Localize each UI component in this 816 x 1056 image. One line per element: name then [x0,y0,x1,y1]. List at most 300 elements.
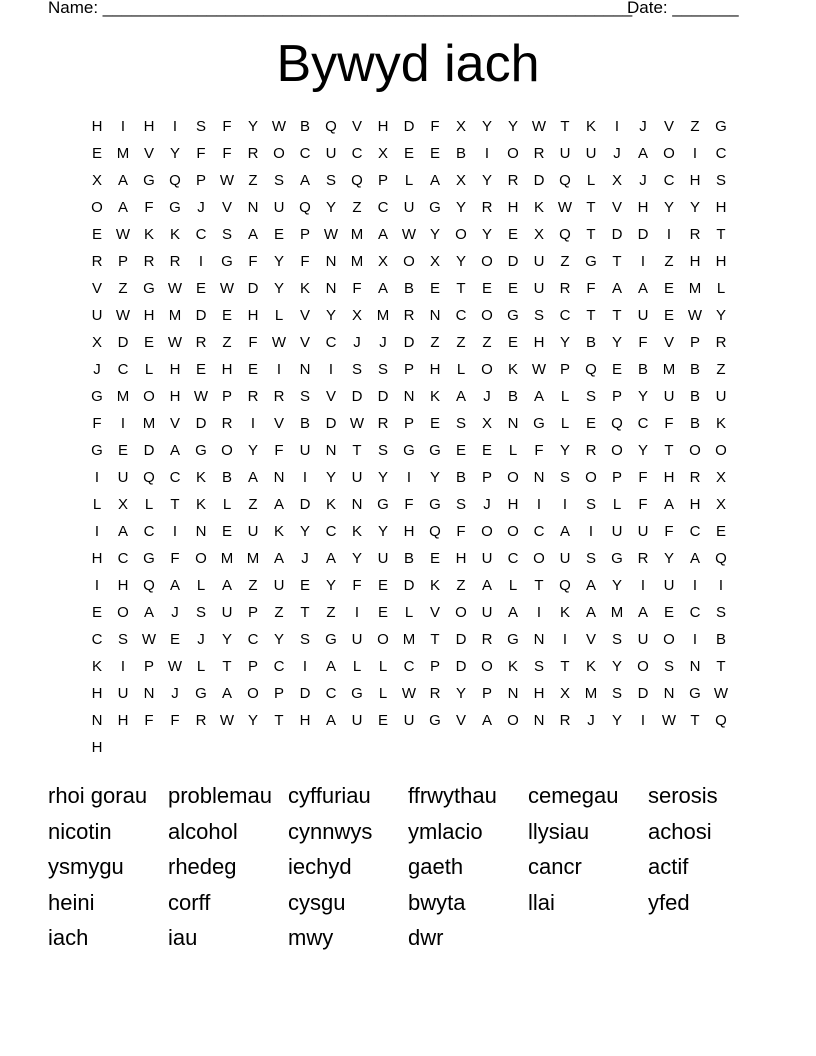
grid-letter: L [274,307,284,324]
grid-letter: U [117,685,129,702]
grid-letter: H [247,307,259,324]
grid-letter: G [533,415,545,432]
grid-letter: L [378,685,388,702]
grid-letter: O [585,469,597,486]
grid-letter: G [351,685,363,702]
word-list-item: problemau [168,783,272,808]
grid-letter: B [403,550,414,567]
word-list-item: iau [168,925,198,950]
grid-letter: K [585,118,596,135]
grid-letter: O [481,523,493,540]
grid-letter: W [141,631,157,648]
grid-letter: K [429,577,440,594]
grid-letter: B [689,388,700,405]
grid-letter: D [403,334,415,351]
grid-letter: C [689,604,701,621]
grid-letter: I [302,658,308,675]
grid-letter: E [663,280,674,297]
grid-letter: V [351,118,362,135]
grid-letter: T [222,658,232,675]
grid-letter: K [715,415,726,432]
grid-letter: R [195,712,207,729]
grid-letter: C [247,631,259,648]
grid-letter: V [169,415,180,432]
grid-letter: M [584,685,598,702]
word-list-item: cemegau [528,783,619,808]
grid-letter: Z [248,577,258,594]
grid-letter: G [91,442,103,459]
grid-letter: W [713,685,729,702]
grid-letter: C [195,226,207,243]
grid-letter: L [586,172,596,189]
grid-letter: X [351,307,362,324]
grid-letter: D [637,226,649,243]
grid-letter: Y [455,685,466,702]
grid-letter: W [323,226,339,243]
grid-letter: Y [611,712,622,729]
grid-letter: S [611,685,622,702]
grid-letter: K [585,658,596,675]
word-list-item: actif [648,854,689,879]
grid-letter: J [301,550,309,567]
grid-letter: U [637,307,649,324]
grid-letter: Z [326,604,336,621]
grid-letter: A [585,604,596,621]
grid-letter: O [663,631,675,648]
grid-letter: J [587,712,595,729]
grid-letter: F [222,145,232,162]
word-list-item: ysmygu [48,854,124,879]
grid-letter: D [377,388,389,405]
grid-letter: J [171,685,179,702]
grid-letter: V [611,199,622,216]
grid-letter: D [143,442,155,459]
grid-letter: B [507,388,518,405]
grid-letter: U [299,442,311,459]
grid-letter: S [377,442,388,459]
grid-letter: Y [377,469,388,486]
grid-letter: W [167,280,183,297]
grid-letter: H [91,739,103,756]
grid-letter: Y [247,712,258,729]
grid-letter: I [172,118,178,135]
grid-letter: D [507,253,519,270]
grid-letter: N [403,388,415,405]
grid-letter: G [169,199,181,216]
grid-letter: C [117,550,129,567]
grid-letter: H [637,199,649,216]
grid-letter: G [325,631,337,648]
grid-letter: G [195,442,207,459]
grid-letter: A [169,577,180,594]
grid-letter: E [507,226,518,243]
grid-letter: K [273,523,284,540]
grid-letter: J [353,334,361,351]
grid-letter: E [663,307,674,324]
grid-letter: N [689,658,701,675]
grid-letter: Z [248,172,258,189]
grid-letter: D [637,685,649,702]
word-list-item: alcohol [168,818,238,844]
grid-letter: P [273,685,284,702]
grid-letter: Z [430,334,440,351]
grid-letter: O [247,685,259,702]
word-list-item: achosi [648,818,712,844]
grid-letter: Y [325,577,336,594]
grid-letter: P [117,253,128,270]
grid-letter: G [195,685,207,702]
grid-letter: E [91,145,102,162]
grid-letter: B [455,469,466,486]
grid-letter: Q [143,469,155,486]
grid-letter: C [143,523,155,540]
grid-letter: I [640,253,646,270]
grid-letter: A [221,577,232,594]
grid-letter: Y [221,631,232,648]
grid-letter: P [403,415,414,432]
grid-letter: I [484,145,490,162]
grid-letter: P [481,469,492,486]
grid-letter: S [455,415,466,432]
grid-letter: Q [299,199,311,216]
grid-letter: A [169,442,180,459]
grid-letter: L [144,496,154,513]
grid-letter: M [402,631,416,648]
word-list-item: bwyta [408,889,466,915]
grid-letter: C [533,523,545,540]
grid-letter: A [429,172,440,189]
grid-letter: U [559,550,571,567]
grid-letter: J [483,388,491,405]
grid-letter: X [533,226,544,243]
grid-letter: F [638,334,648,351]
grid-letter: Y [273,280,284,297]
grid-letter: D [351,388,363,405]
grid-letter: O [195,550,207,567]
word-list-item: rhedeg [168,854,237,879]
grid-letter: A [481,577,492,594]
grid-letter: A [221,685,232,702]
grid-letter: D [455,631,467,648]
grid-letter: R [481,199,493,216]
grid-letter: H [507,496,519,513]
grid-letter: E [195,280,206,297]
grid-letter: A [117,523,128,540]
grid-letter: E [403,145,414,162]
grid-letter: H [169,388,181,405]
grid-letter: T [586,226,596,243]
grid-letter: O [455,604,467,621]
grid-letter: W [661,712,677,729]
grid-letter: L [196,577,206,594]
grid-letter: D [403,577,415,594]
grid-letter: O [611,442,623,459]
grid-letter: S [455,496,466,513]
grid-letter: Q [429,523,441,540]
grid-letter: V [455,712,466,729]
grid-letter: W [531,361,547,378]
word-list-item: corff [168,889,211,915]
grid-letter: O [403,253,415,270]
grid-letter: I [250,415,256,432]
grid-letter: B [715,631,726,648]
grid-letter: J [639,172,647,189]
grid-letter: R [533,145,545,162]
grid-letter: P [221,388,232,405]
grid-letter: H [299,712,311,729]
grid-letter: T [456,280,466,297]
grid-letter: E [429,280,440,297]
grid-letter: M [116,388,130,405]
grid-letter: X [91,334,102,351]
grid-letter: L [612,496,622,513]
grid-letter: W [167,658,183,675]
grid-letter: K [195,469,206,486]
grid-letter: I [614,118,620,135]
grid-letter: R [507,172,519,189]
grid-letter: K [299,280,310,297]
grid-letter: I [562,496,568,513]
grid-letter: S [533,307,544,324]
grid-letter: O [507,469,519,486]
grid-letter: B [403,280,414,297]
grid-letter: Y [429,469,440,486]
grid-letter: J [93,361,101,378]
grid-letter: T [716,226,726,243]
grid-letter: Q [611,415,623,432]
grid-letter: Y [637,442,648,459]
grid-letter: U [403,712,415,729]
grid-letter: N [507,685,519,702]
grid-letter: I [328,361,334,378]
grid-letter: R [221,415,233,432]
grid-letter: Y [481,118,492,135]
grid-letter: W [531,118,547,135]
grid-letter: X [429,253,440,270]
grid-letter: G [91,388,103,405]
grid-letter: O [91,199,103,216]
grid-letter: K [351,523,362,540]
grid-letter: A [247,226,258,243]
grid-letter: O [117,604,129,621]
grid-letter: F [274,442,284,459]
grid-letter: Y [351,550,362,567]
grid-letter: O [481,658,493,675]
grid-letter: P [481,685,492,702]
grid-letter: P [143,658,154,675]
grid-letter: T [352,442,362,459]
grid-letter: J [639,118,647,135]
grid-letter: I [120,415,126,432]
grid-letter: S [325,172,336,189]
grid-letter: Q [559,577,571,594]
grid-letter: R [91,253,103,270]
grid-letter: E [481,442,492,459]
grid-letter: Z [118,280,128,297]
grid-letter: G [429,712,441,729]
grid-letter: T [612,307,622,324]
grid-letter: T [664,442,674,459]
grid-letter: K [195,496,206,513]
grid-letter: A [585,577,596,594]
grid-letter: O [533,550,545,567]
grid-letter: O [663,145,675,162]
grid-letter: I [640,712,646,729]
grid-letter: W [219,280,235,297]
grid-letter: I [276,361,282,378]
grid-letter: I [120,658,126,675]
grid-letter: S [273,172,284,189]
grid-letter: Y [507,118,518,135]
grid-letter: F [170,550,180,567]
grid-letter: S [299,631,310,648]
word-list-item: heini [48,889,95,915]
grid-letter: O [143,388,155,405]
grid-letter: A [117,172,128,189]
grid-letter: R [247,145,259,162]
grid-letter: L [222,496,232,513]
grid-letter: U [715,388,727,405]
grid-letter: Y [455,253,466,270]
grid-letter: T [274,712,284,729]
word-list-item: serosis [648,783,718,808]
grid-letter: U [559,145,571,162]
grid-letter: E [299,577,310,594]
grid-letter: B [455,145,466,162]
grid-letter: E [91,604,102,621]
grid-letter: E [273,226,284,243]
grid-letter: T [716,658,726,675]
grid-letter: N [533,712,545,729]
grid-letter: X [481,415,492,432]
grid-letter: M [610,604,624,621]
grid-letter: Q [559,226,571,243]
grid-letter: E [247,361,258,378]
grid-letter: B [299,415,310,432]
grid-letter: H [507,199,519,216]
grid-letter: Y [169,145,180,162]
grid-letter: S [585,388,596,405]
word-list-item: iechyd [288,854,352,879]
grid-letter: R [481,631,493,648]
grid-letter: W [349,415,365,432]
grid-letter: V [585,631,596,648]
grid-letter: J [483,496,491,513]
grid-letter: C [715,145,727,162]
grid-letter: W [271,334,287,351]
grid-letter: S [611,631,622,648]
grid-letter: N [273,469,285,486]
grid-letter: Y [481,226,492,243]
grid-letter: U [325,145,337,162]
grid-letter: D [299,685,311,702]
grid-letter: N [299,361,311,378]
grid-letter: U [481,604,493,621]
grid-letter: M [688,280,702,297]
grid-letter: W [557,199,573,216]
grid-letter: I [302,469,308,486]
grid-letter: R [715,334,727,351]
grid-letter: M [350,253,364,270]
grid-letter: D [117,334,129,351]
word-list-item: ffrwythau [408,783,497,808]
grid-letter: C [663,172,675,189]
grid-letter: H [117,577,129,594]
grid-letter: Y [247,118,258,135]
grid-letter: A [637,604,648,621]
grid-letter: O [455,226,467,243]
grid-letter: T [690,712,700,729]
grid-letter: Y [247,442,258,459]
grid-letter: Y [715,307,726,324]
grid-letter: O [689,442,701,459]
grid-letter: E [377,712,388,729]
grid-letter: G [377,496,389,513]
grid-letter: R [559,712,571,729]
grid-letter: R [559,280,571,297]
grid-letter: G [507,631,519,648]
grid-letter: M [142,415,156,432]
grid-letter: Y [325,199,336,216]
grid-letter: F [664,415,674,432]
grid-letter: A [663,496,674,513]
grid-letter: Z [248,496,258,513]
grid-letter: S [351,361,362,378]
grid-letter: D [299,496,311,513]
grid-letter: B [689,361,700,378]
grid-letter: G [143,172,155,189]
grid-letter: M [220,550,234,567]
grid-letter: N [533,631,545,648]
grid-letter: J [171,604,179,621]
grid-letter: E [715,523,726,540]
grid-letter: H [689,172,701,189]
grid-letter: W [167,334,183,351]
grid-letter: A [689,550,700,567]
word-list-item: nicotin [48,818,112,844]
grid-letter: N [325,280,337,297]
grid-letter: E [117,442,128,459]
grid-letter: L [508,577,518,594]
grid-letter: L [404,604,414,621]
grid-letter: I [120,118,126,135]
grid-letter: U [351,631,363,648]
grid-letter: H [143,118,155,135]
grid-letter: E [663,604,674,621]
grid-letter: E [507,334,518,351]
word-search-grid [84,113,734,761]
grid-letter: G [429,442,441,459]
grid-letter: E [429,550,440,567]
grid-letter: C [637,415,649,432]
grid-letter: C [299,145,311,162]
grid-letter: A [325,658,336,675]
grid-letter: U [403,199,415,216]
grid-letter: M [662,361,676,378]
grid-letter: Z [456,577,466,594]
header [48,0,748,20]
grid-letter: E [143,334,154,351]
grid-letter: G [715,118,727,135]
grid-letter: P [247,658,258,675]
grid-letter: Z [560,253,570,270]
grid-letter: Y [325,307,336,324]
grid-letter: X [611,172,622,189]
grid-letter: V [299,334,310,351]
grid-letter: U [273,199,285,216]
grid-letter: Y [689,199,700,216]
grid-letter: F [222,118,232,135]
